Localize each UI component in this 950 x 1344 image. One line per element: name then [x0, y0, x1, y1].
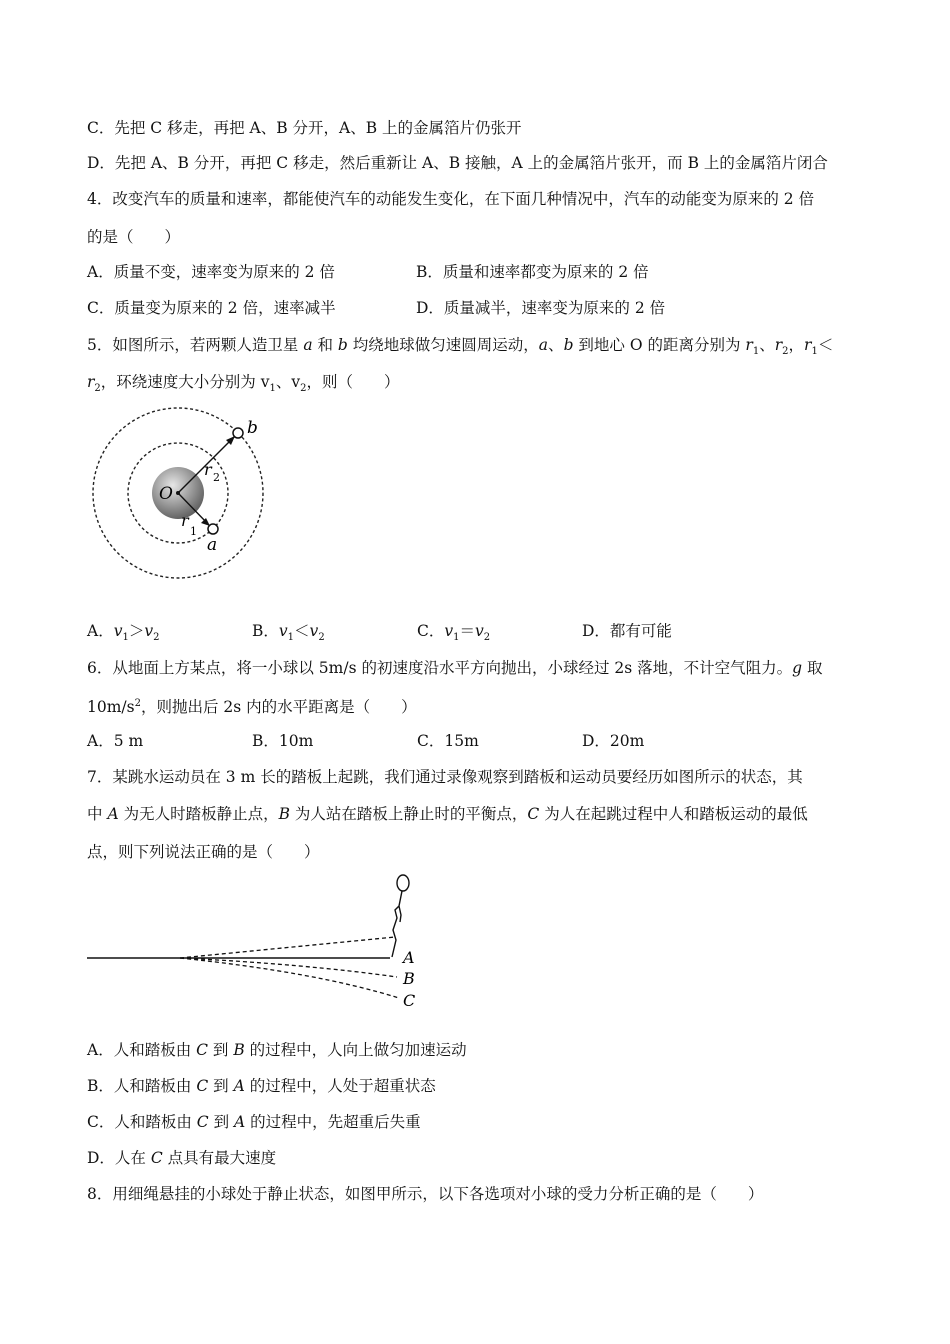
q3-option-d: D．先把 A、B 分开，再把 C 移走，然后重新让 A、B 接触，A 上的金属箔片张开，而 B 上的金属箔片闭合	[87, 154, 828, 172]
q4-option-c: C．质量变为原来的 2 倍，速率减半	[87, 299, 336, 317]
label-r1: r	[181, 511, 189, 530]
dashed-upper	[180, 937, 395, 958]
q6-stem-line2: $10m/s^2$，则抛出后 2s 内的水平距离是（ ）	[87, 698, 417, 717]
label-r1-sub: 1	[190, 525, 197, 538]
q4-option-d: D．质量减半，速率变为原来的 2 倍	[416, 299, 666, 317]
q5-option-d: D．都有可能	[582, 622, 672, 640]
label-r2-sub: 2	[213, 471, 220, 484]
q6-option-d: D．20m	[582, 732, 645, 750]
q5-option-b: B．$v_1<v_2$	[252, 622, 325, 644]
dashed-c	[180, 958, 399, 998]
q7-option-a: A．人和踏板由 C 到 B 的过程中，人向上做匀加速运动	[87, 1041, 467, 1059]
q7-option-c: C．人和踏板由 C 到 A 的过程中，先超重后失重	[87, 1113, 421, 1131]
satellite-b	[233, 428, 243, 438]
q5-option-a: A．$v_1>v_2$	[87, 622, 160, 644]
label-b: b	[247, 418, 258, 438]
label-C: C	[403, 991, 416, 1010]
q7-stem-line3: 点，则下列说法正确的是（ ）	[87, 843, 320, 861]
diver-head	[397, 875, 409, 891]
q5-option-c: C．$v_1=v_2$	[417, 622, 491, 644]
q5-stem-line1: 5．如图所示，若两颗人造卫星 a 和 b 均绕地球做匀速圆周运动，a、b 到地心 O 的距离分别为 $r_1$、$r_2$，$r_1<$	[87, 336, 834, 358]
q6-option-b: B．10m	[252, 732, 314, 750]
q4-stem-line2: 的是（ ）	[87, 228, 181, 246]
label-a: a	[207, 535, 218, 555]
q6-option-a: A．5 m	[87, 732, 144, 750]
label-B: B	[403, 969, 415, 988]
q4-stem-line1: 4．改变汽车的质量和速率，都能使汽车的动能发生变化，在下面几种情况中，汽车的动能变为原来的 2 倍	[87, 190, 815, 208]
q7-option-b: B．人和踏板由 C 到 A 的过程中，人处于超重状态	[87, 1077, 436, 1095]
q3-option-c: C．先把 C 移走，再把 A、B 分开，A、B 上的金属箔片仍张开	[87, 119, 522, 137]
q4-option-b: B．质量和速率都变为原来的 2 倍	[416, 263, 649, 281]
satellite-a	[208, 524, 218, 534]
q7-stem-line1: 7．某跳水运动员在 3 m 长的踏板上起跳，我们通过录像观察到踏板和运动员要经历如图所示的状态，其	[87, 768, 803, 786]
diver-body	[392, 891, 402, 957]
diving-board-figure	[85, 868, 430, 1013]
q4-option-a: A．质量不变，速率变为原来的 2 倍	[87, 263, 335, 281]
q6-stem-line1: 6．从地面上方某点，将一小球以 5m/s 的初速度沿水平方向抛出，小球经过 2s 落地，不计空气阻力。g 取	[87, 659, 823, 677]
q7-stem-line2: 中 A 为无人时踏板静止点，B 为人站在踏板上静止时的平衡点，C 为人在起跳过程中人和踏板运动的最低	[87, 805, 808, 823]
label-A: A	[403, 948, 415, 967]
q6-option-c: C．15m	[417, 732, 479, 750]
satellite-orbit-figure	[80, 400, 280, 590]
q5-stem-line2: $r_2$，环绕速度大小分别为 $v_1$、$v_2$，则（ ）	[87, 373, 400, 395]
label-r2: r	[204, 460, 212, 479]
q7-option-d: D．人在 C 点具有最大速度	[87, 1149, 277, 1167]
label-o: O	[159, 484, 173, 504]
q8-stem: 8．用细绳悬挂的小球处于静止状态，如图甲所示，以下各选项对小球的受力分析正确的是（ ）	[87, 1185, 764, 1203]
dashed-b	[180, 958, 397, 977]
